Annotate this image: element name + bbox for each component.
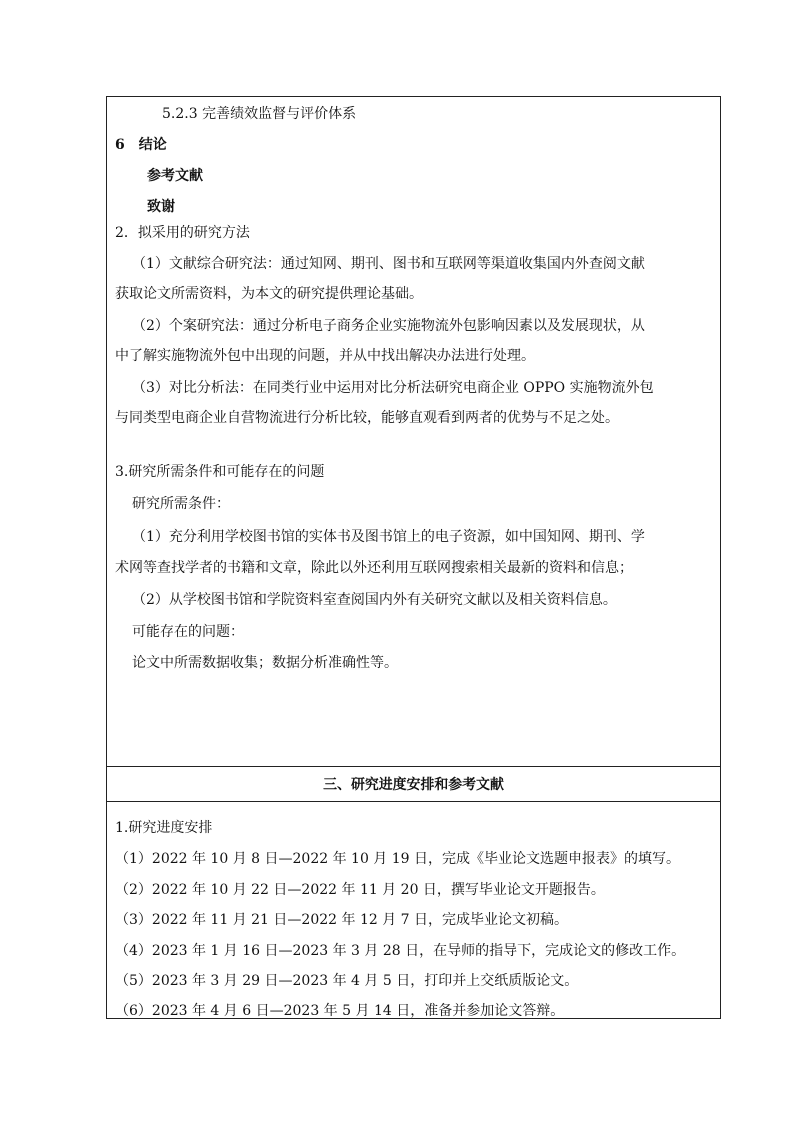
conditions-heading: 3.研究所需条件和可能存在的问题 <box>115 464 325 480</box>
schedule-item: （4）2023 年 1 月 16 日—2023 年 3 月 28 日，在导师的指导下，完成论文的修改工作。 <box>115 943 686 959</box>
condition-2: （2）从学校图书馆和学院资料室查阅国内外有关研究文献以及相关资料信息。 <box>132 592 617 608</box>
problems-subheading: 可能存在的问题： <box>132 624 244 640</box>
section-title-cell <box>106 766 721 802</box>
method-3-line-2: 与同类型电商企业自营物流进行分析比较，能够直观看到两者的优势与不足之处。 <box>115 410 619 426</box>
research-content-cell <box>106 96 721 767</box>
method-1-line-2: 获取论文所需资料，为本文的研究提供理论基础。 <box>115 286 423 302</box>
schedule-item: （5）2023 年 3 月 29 日—2023 年 4 月 5 日，打印并上交纸质版论文。 <box>115 973 579 989</box>
condition-1-line-1: （1）充分利用学校图书馆的实体书及图书馆上的电子资源，如中国知网、期刊、学 <box>132 529 645 545</box>
schedule-item: （2）2022 年 10 月 22 日—2022 年 11 月 20 日，撰写毕业论文开题报告。 <box>115 882 605 898</box>
schedule-item: （3）2022 年 11 月 21 日—2022 年 12 月 7 日，完成毕业论文初稿。 <box>115 912 569 928</box>
outline-item-thanks: 致谢 <box>147 199 175 215</box>
outline-item-5-2-3: 5.2.3 完善绩效监督与评价体系 <box>162 106 357 122</box>
conditions-subheading: 研究所需条件： <box>132 496 230 512</box>
method-2-line-1: （2）个案研究法：通过分析电子商务企业实施物流外包影响因素以及发展现状，从 <box>132 318 645 334</box>
schedule-item: （6）2023 年 4 月 6 日—2023 年 5 月 14 日，准备并参加论文答辩。 <box>115 1003 565 1019</box>
schedule-item: （1）2022 年 10 月 8 日—2022 年 10 月 19 日，完成《毕业论文选题申报表》的填写。 <box>115 851 681 867</box>
problems-text: 论文中所需数据收集；数据分析准确性等。 <box>132 655 398 671</box>
section-title: 三、研究进度安排和参考文献 <box>323 777 504 793</box>
outline-item-references: 参考文献 <box>147 168 203 184</box>
method-3-line-1: （3）对比分析法：在同类行业中运用对比分析法研究电商企业 OPPO 实施物流外包 <box>132 380 654 396</box>
method-2-line-2: 中了解实施物流外包中出现的问题，并从中找出解决办法进行处理。 <box>115 348 535 364</box>
condition-1-line-2: 术网等查找学者的书籍和文章，除此以外还利用互联网搜索相关最新的资料和信息； <box>115 560 633 576</box>
schedule-cell <box>106 801 721 1019</box>
schedule-heading: 1.研究进度安排 <box>115 820 213 836</box>
outline-item-6-conclusion: 6 结论 <box>115 137 167 153</box>
methods-heading: 2．拟采用的研究方法 <box>115 225 250 241</box>
method-1-line-1: （1）文献综合研究法：通过知网、期刊、图书和互联网等渠道收集国内外查阅文献 <box>132 256 645 272</box>
